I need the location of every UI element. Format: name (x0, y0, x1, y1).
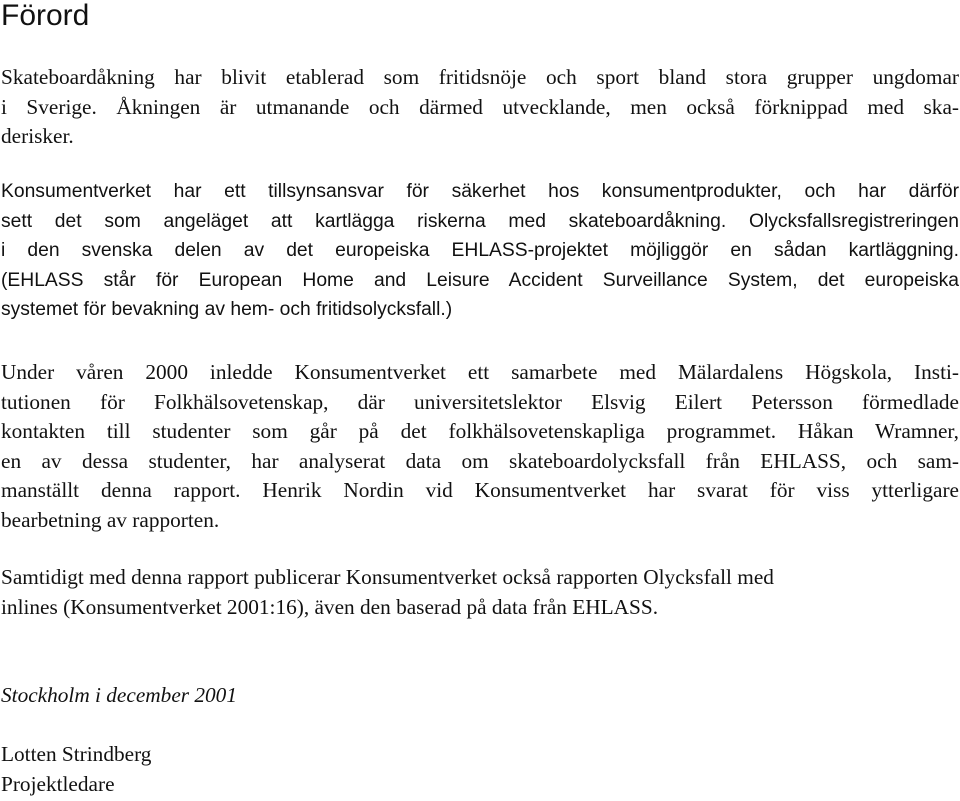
paragraph-line: i Sverige. Åkningen är utmanande och därmed utvecklande, men också förknippad med ska- (1, 94, 959, 119)
paragraph-line: sett det som angeläget att kartlägga riskerna med skateboardåkning. Olycksfallsregistreringen (1, 210, 959, 232)
paragraph-line: en av dessa studenter, har analyserat data om skateboardolycksfall från EHLASS, och sam- (1, 448, 959, 473)
signer-role: Projektledare (1, 771, 115, 796)
paragraph-collaboration (1, 358, 959, 535)
paragraph-line: Konsumentverket har ett tillsynsansvar för säkerhet hos konsumentprodukter, och har därför (1, 181, 959, 202)
paragraph-line: systemet för bevakning av hem- och fritidsolycksfall.) (1, 299, 453, 320)
paragraph-intro (1, 63, 959, 152)
paragraph-line: tutionen för Folkhälsovetenskap, där universitetslektor Elsvig Eilert Petersson förmedlade (1, 389, 959, 414)
paragraph-line: inlines (Konsumentverket 2001:16), även den baserad på data från EHLASS. (1, 594, 659, 619)
paragraph-line: bearbetning av rapporten. (1, 507, 220, 532)
paragraph-consumer-agency (1, 177, 959, 325)
signature-block (1, 740, 959, 799)
paragraph-line: kontakten till studenter som går på det folkhälsovetenskapliga programmet. Håkan Wramner, (1, 419, 959, 443)
paragraph-line: derisker. (1, 124, 74, 148)
paragraph-line: Skateboardåkning har blivit etablerad som fritidsnöje och sport bland stora grupper ungdomar (1, 65, 959, 89)
place-and-date (1, 681, 959, 711)
paragraph-line: i den svenska delen av det europeiska EHLASS-projektet möjliggör en sådan kartläggning. (1, 240, 959, 261)
paragraph-line: (EHLASS står för European Home and Leisure Accident Surveillance System, det europeiska (1, 269, 959, 291)
page-title: Förord (1, 0, 90, 32)
paragraph-line: Under våren 2000 inledde Konsumentverket ett samarbete med Mälardalens Högskola, Insti- (1, 360, 959, 384)
paragraph-line: manställt denna rapport. Henrik Nordin vid Konsumentverket har svarat för viss ytterligare (1, 478, 959, 502)
signer-name: Lotten Strindberg (1, 742, 152, 766)
place-date-text: Stockholm i december 2001 (1, 683, 237, 707)
paragraph-line: Samtidigt med denna rapport publicerar Konsumentverket också rapporten Olycksfall med (1, 565, 774, 589)
paragraph-related-report (1, 563, 959, 622)
